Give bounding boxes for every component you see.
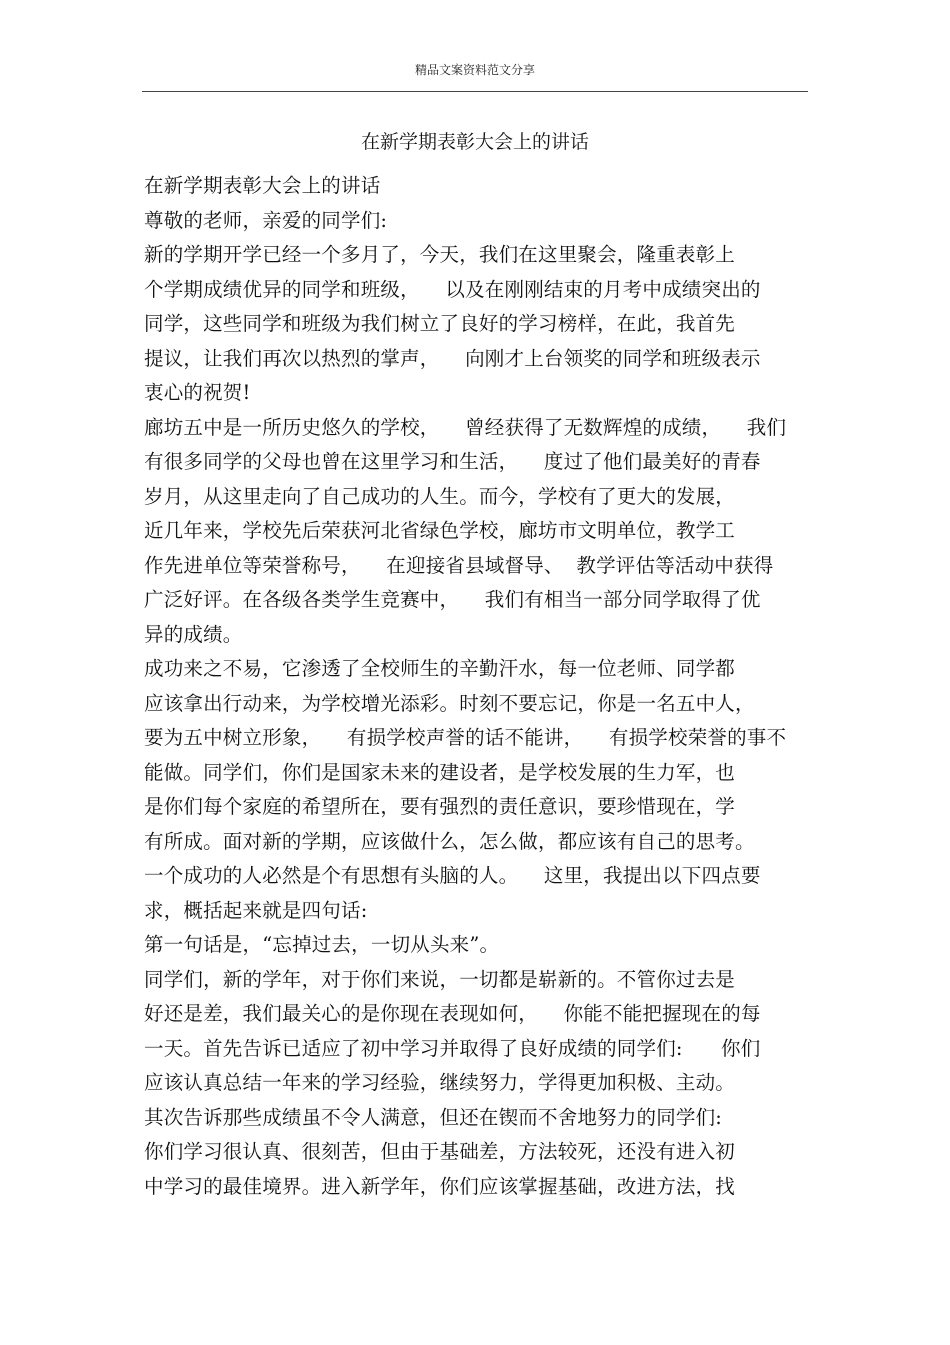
- body-line: 提议，让我们再次以热烈的掌声， 向刚才上台领奖的同学和班级表示: [144, 346, 761, 370]
- body-line: 岁月，从这里走向了自己成功的人生。而今，学校有了更大的发展，: [144, 484, 736, 508]
- body-line: 尊敬的老师，亲爱的同学们:: [144, 208, 388, 232]
- body-line: 新的学期开学已经一个多月了，今天，我们在这里聚会，隆重表彰上: [144, 243, 736, 266]
- body-line: 成功来之不易，它渗透了全校师生的辛勤汗水，每一位老师、同学都: [144, 657, 736, 680]
- body-line: 有很多同学的父母也曾在这里学习和生活， 度过了他们最美好的青春: [144, 450, 761, 473]
- body-line: 应该认真总结一年来的学习经验，继续努力，学得更加积极、主动。: [144, 1071, 736, 1094]
- body-line: 廊坊五中是一所历史悠久的学校， 曾经获得了无数辉煌的成绩， 我们: [144, 415, 787, 439]
- body-line: 是你们每个家庭的希望所在，要有强烈的责任意识，要珍惜现在，学: [144, 795, 736, 818]
- body-line: 异的成绩。: [144, 622, 243, 646]
- body-line: 同学们，新的学年，对于你们来说，一切都是崭新的。不管你过去是: [144, 967, 736, 991]
- body-line: 个学期成绩优异的同学和班级， 以及在刚刚结束的月考中成绩突出的: [144, 277, 761, 301]
- document-body: [144, 169, 814, 1204]
- body-line: 中学习的最佳境界。进入新学年，你们应该掌握基础，改进方法，找: [144, 1174, 736, 1198]
- body-line: 其次告诉那些成绩虽不令人满意，但还在锲而不舍地努力的同学们:: [144, 1105, 723, 1129]
- page-header: 精品文案资料范文分享: [414, 63, 535, 77]
- header-divider: [142, 91, 808, 92]
- body-line: 广泛好评。在各级各类学生竞赛中， 我们有相当一部分同学取得了优: [144, 588, 761, 611]
- body-line: 能做。同学们，你们是国家未来的建设者，是学校发展的生力军，也: [144, 760, 736, 784]
- body-line: 要为五中树立形象， 有损学校声誉的话不能讲， 有损学校荣誉的事不: [144, 726, 787, 749]
- body-line: 衷心的祝贺!: [144, 381, 251, 404]
- body-line: 一天。首先告诉已适应了初中学习并取得了良好成绩的同学们: 你们: [144, 1036, 761, 1060]
- body-line: 在新学期表彰大会上的讲话: [144, 174, 381, 197]
- body-line: 同学，这些同学和班级为我们树立了良好的学习榜样，在此，我首先: [144, 312, 736, 335]
- document-title: 在新学期表彰大会上的讲话: [360, 131, 589, 153]
- body-line: 近几年来，学校先后荣获河北省绿色学校，廊坊市文明单位，教学工: [144, 519, 736, 542]
- body-line: 第一句话是，“忘掉过去，一切从头来”。: [144, 933, 500, 956]
- body-line: 好还是差，我们最关心的是你现在表现如何， 你能不能把握现在的每: [144, 1002, 761, 1025]
- body-line: 有所成。面对新的学期，应该做什么，怎么做，都应该有自己的思考。: [144, 829, 755, 853]
- body-line: 应该拿出行动来，为学校增光添彩。时刻不要忘记，你是一名五中人，: [144, 691, 755, 715]
- body-line: 你们学习很认真、很刻苦，但由于基础差，方法较死，还没有进入初: [144, 1140, 736, 1163]
- body-line: 作先进单位等荣誉称号， 在迎接省县域督导、 教学评估等活动中获得: [144, 553, 774, 577]
- body-line: 一个成功的人必然是个有思想有头脑的人。 这里，我提出以下四点要: [144, 864, 761, 887]
- body-line: 求，概括起来就是四句话:: [144, 898, 368, 922]
